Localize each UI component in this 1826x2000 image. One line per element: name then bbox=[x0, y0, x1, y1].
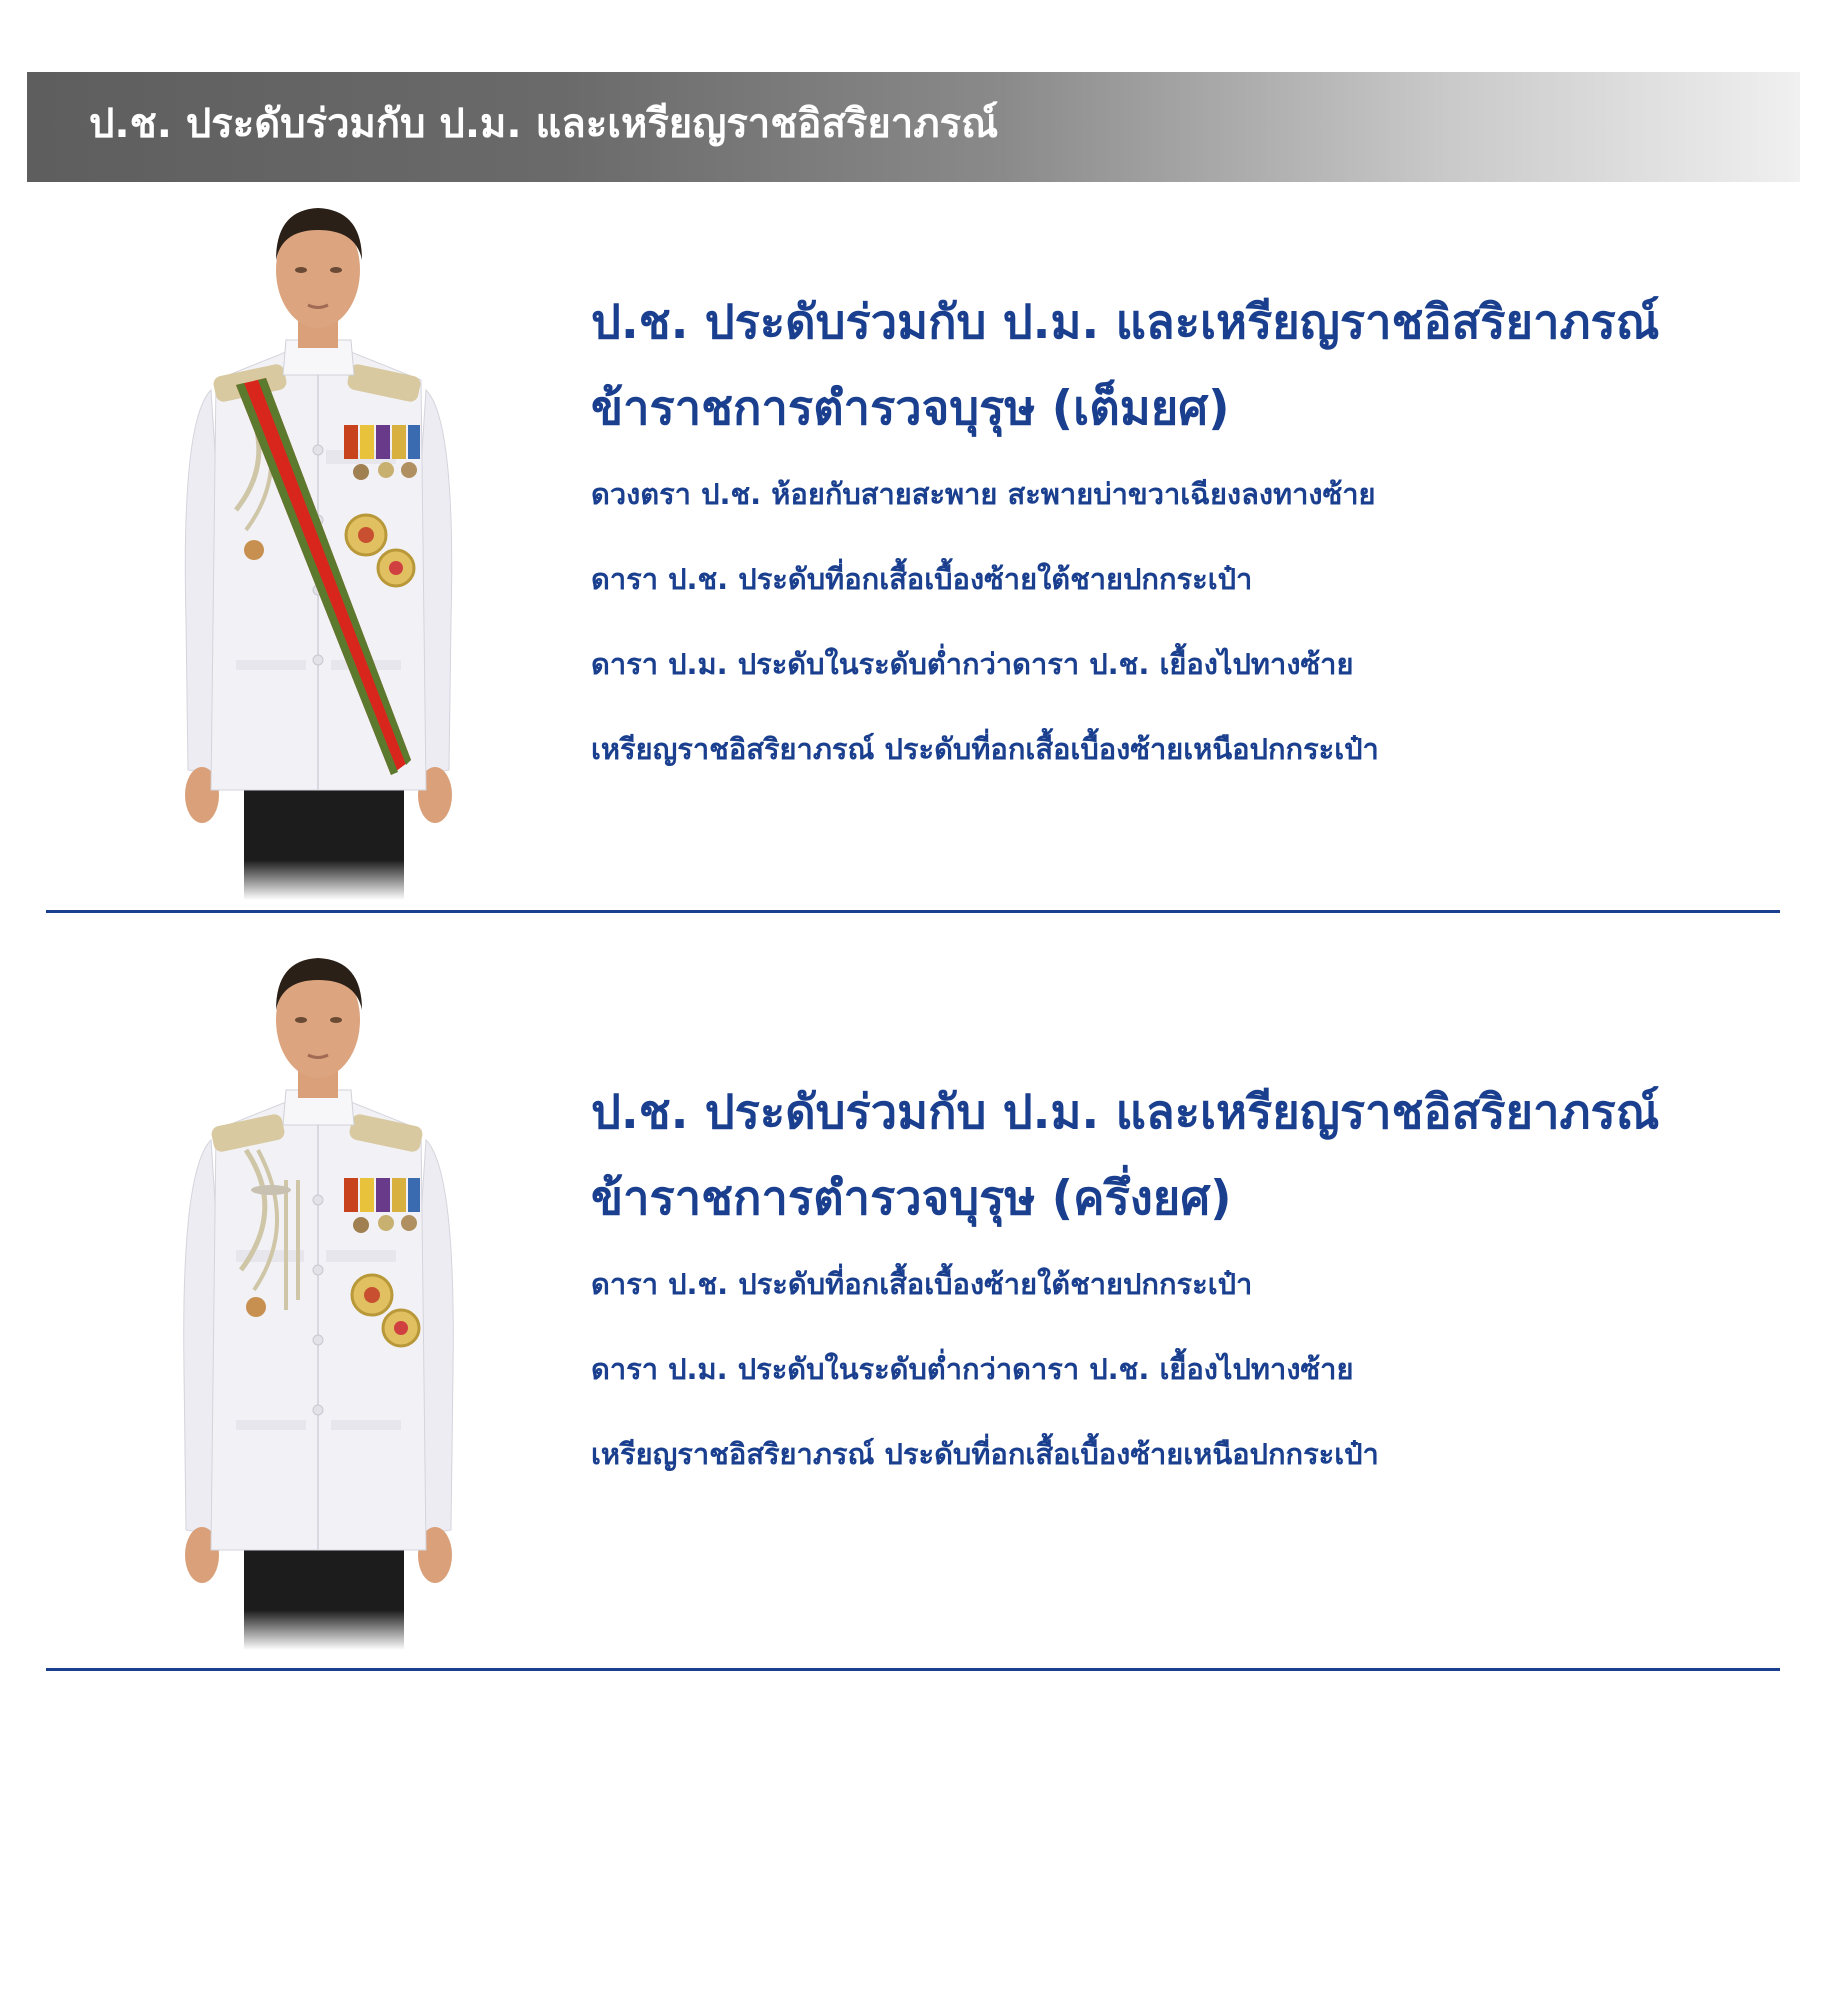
section-heading-line-1: ป.ช. ประดับร่วมกับ ป.ม. และเหรียญราชอิสริยาภรณ์ bbox=[591, 295, 1660, 350]
description-line: ดวงตรา ป.ช. ห้อยกับสายสะพาย สะพายบ่าขวาเฉียงลงทางซ้าย bbox=[591, 477, 1376, 511]
mannequin-half-dress-illustration bbox=[126, 950, 506, 1650]
description-line: เหรียญราชอิสริยาภรณ์ ประดับที่อกเสื้อเบื้องซ้ายเหนือปกกระเป๋า bbox=[591, 732, 1379, 766]
mannequin-full-dress-illustration bbox=[126, 200, 506, 900]
section-text bbox=[591, 280, 1659, 792]
section-heading-line-1: ป.ช. ประดับร่วมกับ ป.ม. และเหรียญราชอิสริยาภรณ์ bbox=[591, 1085, 1660, 1140]
description-line: ดารา ป.ช. ประดับที่อกเสื้อเบื้องซ้ายใต้ชายปกกระเป๋า bbox=[591, 1267, 1253, 1301]
section-text bbox=[591, 1070, 1659, 1497]
header-banner bbox=[27, 72, 1800, 182]
description-line: ดารา ป.ช. ประดับที่อกเสื้อเบื้องซ้ายใต้ชายปกกระเป๋า bbox=[591, 562, 1253, 596]
description-line: ดารา ป.ม. ประดับในระดับต่ำกว่าดารา ป.ช. เยื้องไปทางซ้าย bbox=[591, 647, 1354, 681]
section-heading-line-2: ข้าราชการตำรวจบุรุษ (เต็มยศ) bbox=[591, 381, 1230, 436]
section-half-dress bbox=[46, 950, 1780, 1650]
description-line: ดารา ป.ม. ประดับในระดับต่ำกว่าดารา ป.ช. เยื้องไปทางซ้าย bbox=[591, 1352, 1354, 1386]
uniform-figure-half-dress-image bbox=[126, 950, 506, 1650]
uniform-figure-full-dress-image bbox=[126, 200, 506, 900]
section-heading-line-2: ข้าราชการตำรวจบุรุษ (ครึ่งยศ) bbox=[591, 1171, 1232, 1226]
section-divider bbox=[46, 910, 1780, 913]
description-line: เหรียญราชอิสริยาภรณ์ ประดับที่อกเสื้อเบื้องซ้ายเหนือปกกระเป๋า bbox=[591, 1437, 1379, 1471]
banner-title: ป.ช. ประดับร่วมกับ ป.ม. และเหรียญราชอิสริยาภรณ์ bbox=[89, 101, 999, 147]
section-divider bbox=[46, 1668, 1780, 1671]
section-full-dress bbox=[46, 200, 1780, 900]
